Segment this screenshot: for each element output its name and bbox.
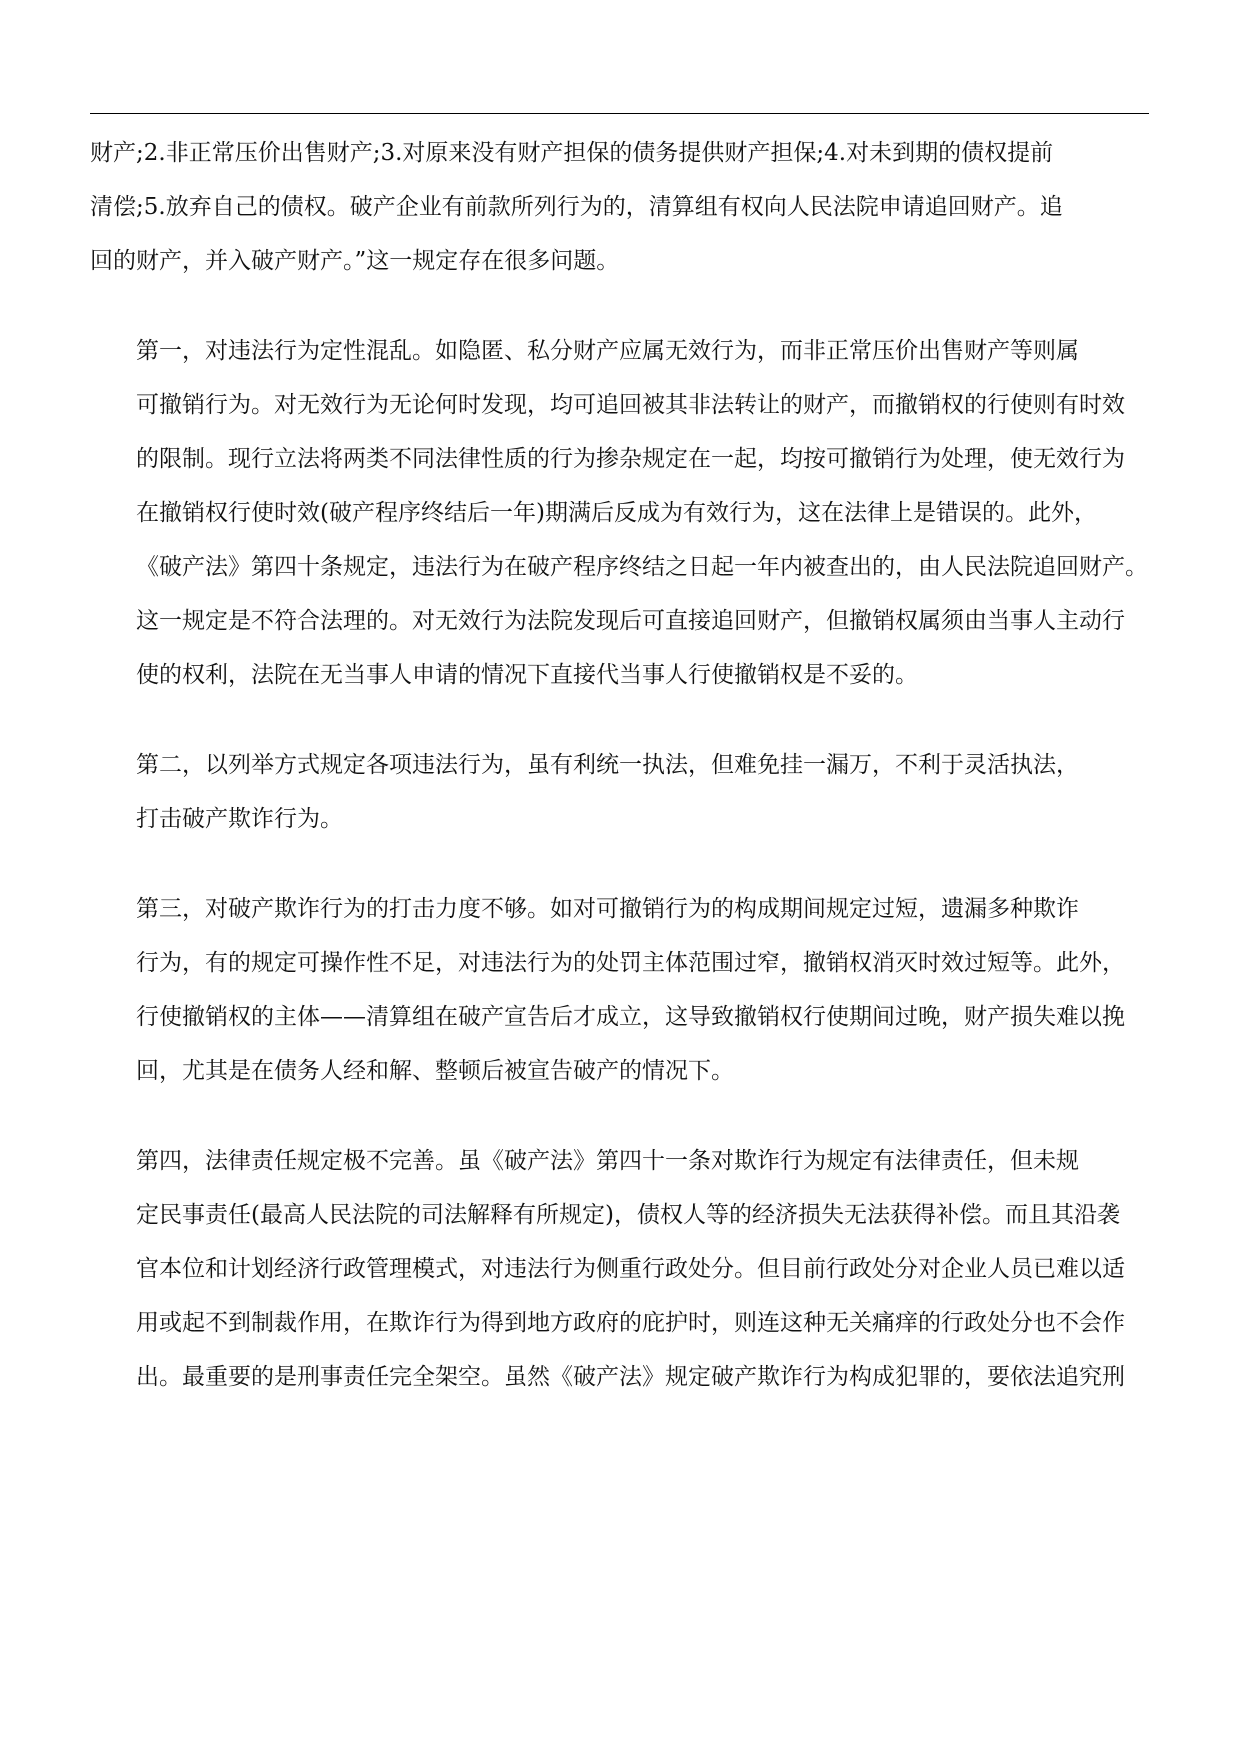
- text-line: 定民事责任(最高人民法院的司法解释有所规定)，债权人等的经济损失无法获得补偿。而且其沿袭: [136, 1202, 1120, 1228]
- text-line: 在撤销权行使时效(破产程序终结后一年)期满后反成为有效行为，这在法律上是错误的。此外，: [136, 500, 1097, 526]
- paragraph-first-point: [90, 324, 1149, 702]
- text-line: 使的权利，法院在无当事人申请的情况下直接代当事人行使撤销权是不妥的。: [136, 662, 918, 688]
- text-line: 这一规定是不符合法理的。对无效行为法院发现后可直接追回财产，但撤销权属须由当事人主动行: [136, 608, 1125, 634]
- paragraph-fourth-point: [90, 1134, 1149, 1404]
- text-line: 行使撤销权的主体——清算组在破产宣告后才成立，这导致撤销权行使期间过晚，财产损失难以挽: [136, 1004, 1125, 1030]
- text-line: 第三，对破产欺诈行为的打击力度不够。如对可撤销行为的构成期间规定过短，遗漏多种欺诈: [136, 896, 1079, 922]
- text-line: 清偿;5.放弃自己的债权。破产企业有前款所列行为的，清算组有权向人民法院申请追回财产。追: [90, 194, 1063, 220]
- text-line: 官本位和计划经济行政管理模式，对违法行为侧重行政处分。但目前行政处分对企业人员已难以适: [136, 1256, 1125, 1282]
- text-line: 的限制。现行立法将两类不同法律性质的行为掺杂规定在一起，均按可撤销行为处理，使无效行为: [136, 446, 1125, 472]
- text-line: 回，尤其是在债务人经和解、整顿后被宣告破产的情况下。: [136, 1058, 734, 1084]
- document-body: [90, 126, 1149, 1440]
- text-line: 打击破产欺诈行为。: [136, 806, 343, 832]
- text-line: 第一，对违法行为定性混乱。如隐匿、私分财产应属无效行为，而非正常压价出售财产等则属: [136, 338, 1079, 364]
- text-line: 第四，法律责任规定极不完善。虽《破产法》第四十一条对欺诈行为规定有法律责任，但未规: [136, 1148, 1079, 1174]
- text-line: 回的财产，并入破产财产。”这一规定存在很多问题。: [90, 248, 620, 274]
- text-line: 用或起不到制裁作用，在欺诈行为得到地方政府的庇护时，则连这种无关痛痒的行政处分也不会作: [136, 1310, 1125, 1336]
- paragraph-second-point: [90, 738, 1149, 846]
- text-line: 行为，有的规定可操作性不足，对违法行为的处罚主体范围过窄，撤销权消灭时效过短等。此外，: [136, 950, 1125, 976]
- text-line: 财产;2.非正常压价出售财产;3.对原来没有财产担保的债务提供财产担保;4.对未到期的债权提前: [90, 140, 1054, 166]
- text-line: 《破产法》第四十条规定，违法行为在破产程序终结之日起一年内被查出的，由人民法院追回财产。: [136, 554, 1148, 580]
- paragraph-third-point: [90, 882, 1149, 1098]
- header-rule: [90, 113, 1149, 114]
- text-line: 第二，以列举方式规定各项违法行为，虽有利统一执法，但难免挂一漏万，不利于灵活执法，: [136, 752, 1079, 778]
- text-line: 出。最重要的是刑事责任完全架空。虽然《破产法》规定破产欺诈行为构成犯罪的，要依法追究刑: [136, 1364, 1125, 1390]
- paragraph-continuation: [90, 126, 1149, 288]
- text-line: 可撤销行为。对无效行为无论何时发现，均可追回被其非法转让的财产，而撤销权的行使则有时效: [136, 392, 1125, 418]
